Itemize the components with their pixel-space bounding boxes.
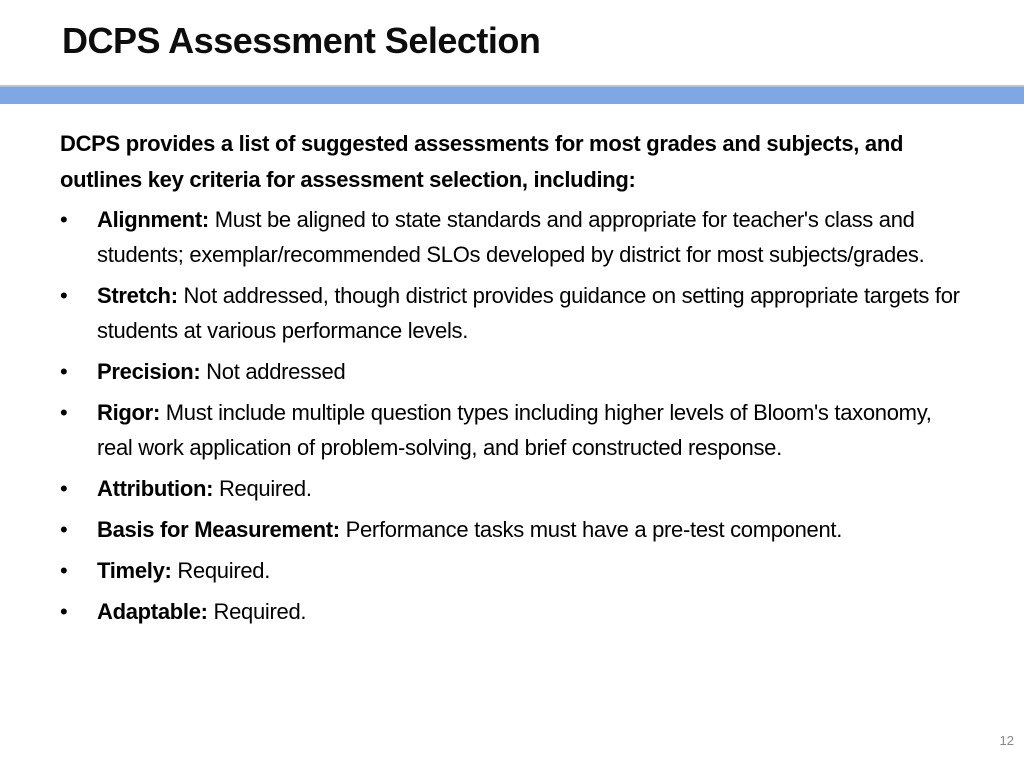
criteria-term: Alignment: — [97, 207, 209, 232]
criteria-term: Timely: — [97, 558, 172, 583]
criteria-text: Required. — [207, 599, 307, 624]
bullet-icon: • — [60, 400, 68, 425]
criteria-item-rigor — [60, 395, 960, 465]
slide-title: DCPS Assessment Selection — [62, 20, 541, 61]
bullet-icon: • — [60, 283, 68, 308]
criteria-term: Rigor: — [97, 400, 160, 425]
bullet-icon: • — [60, 517, 68, 542]
criteria-term: Precision: — [97, 359, 201, 384]
criteria-term: Stretch: — [97, 283, 178, 308]
criteria-list — [60, 202, 960, 629]
slide-content — [60, 126, 960, 635]
criteria-text: Not addressed, though district provides guidance on setting appropriate targets for students at various performance levels. — [97, 283, 960, 343]
criteria-text: Required. — [171, 558, 271, 583]
criteria-item-stretch — [60, 278, 960, 348]
criteria-item-adaptable — [60, 594, 960, 629]
criteria-item-precision — [60, 354, 960, 389]
criteria-text: Required. — [213, 476, 312, 501]
criteria-item-basis-for-measurement — [60, 512, 960, 547]
criteria-text: Performance tasks must have a pre-test component. — [339, 517, 843, 542]
bullet-icon: • — [60, 476, 68, 501]
intro-paragraph: DCPS provides a list of suggested assessments for most grades and subjects, and outlines key criteria for assessment selection, including: — [60, 131, 904, 192]
criteria-text: Must include multiple question types including higher levels of Bloom's taxonomy, real work application of problem-solving, and brief constructed response. — [97, 400, 932, 460]
title-divider-band — [0, 87, 1024, 104]
criteria-term: Attribution: — [97, 476, 214, 501]
criteria-item-timely — [60, 553, 960, 588]
criteria-item-attribution — [60, 471, 960, 506]
bullet-icon: • — [60, 558, 68, 583]
criteria-text: Not addressed — [200, 359, 346, 384]
criteria-item-alignment — [60, 202, 960, 272]
page-number: 12 — [999, 733, 1014, 748]
bullet-icon: • — [60, 207, 68, 232]
criteria-term: Basis for Measurement: — [97, 517, 340, 542]
criteria-term: Adaptable: — [97, 599, 208, 624]
criteria-text: Must be aligned to state standards and appropriate for teacher's class and students; exemplar/recommended SLOs developed by district for most subjects/grades. — [97, 207, 925, 267]
bullet-icon: • — [60, 599, 68, 624]
bullet-icon: • — [60, 359, 68, 384]
